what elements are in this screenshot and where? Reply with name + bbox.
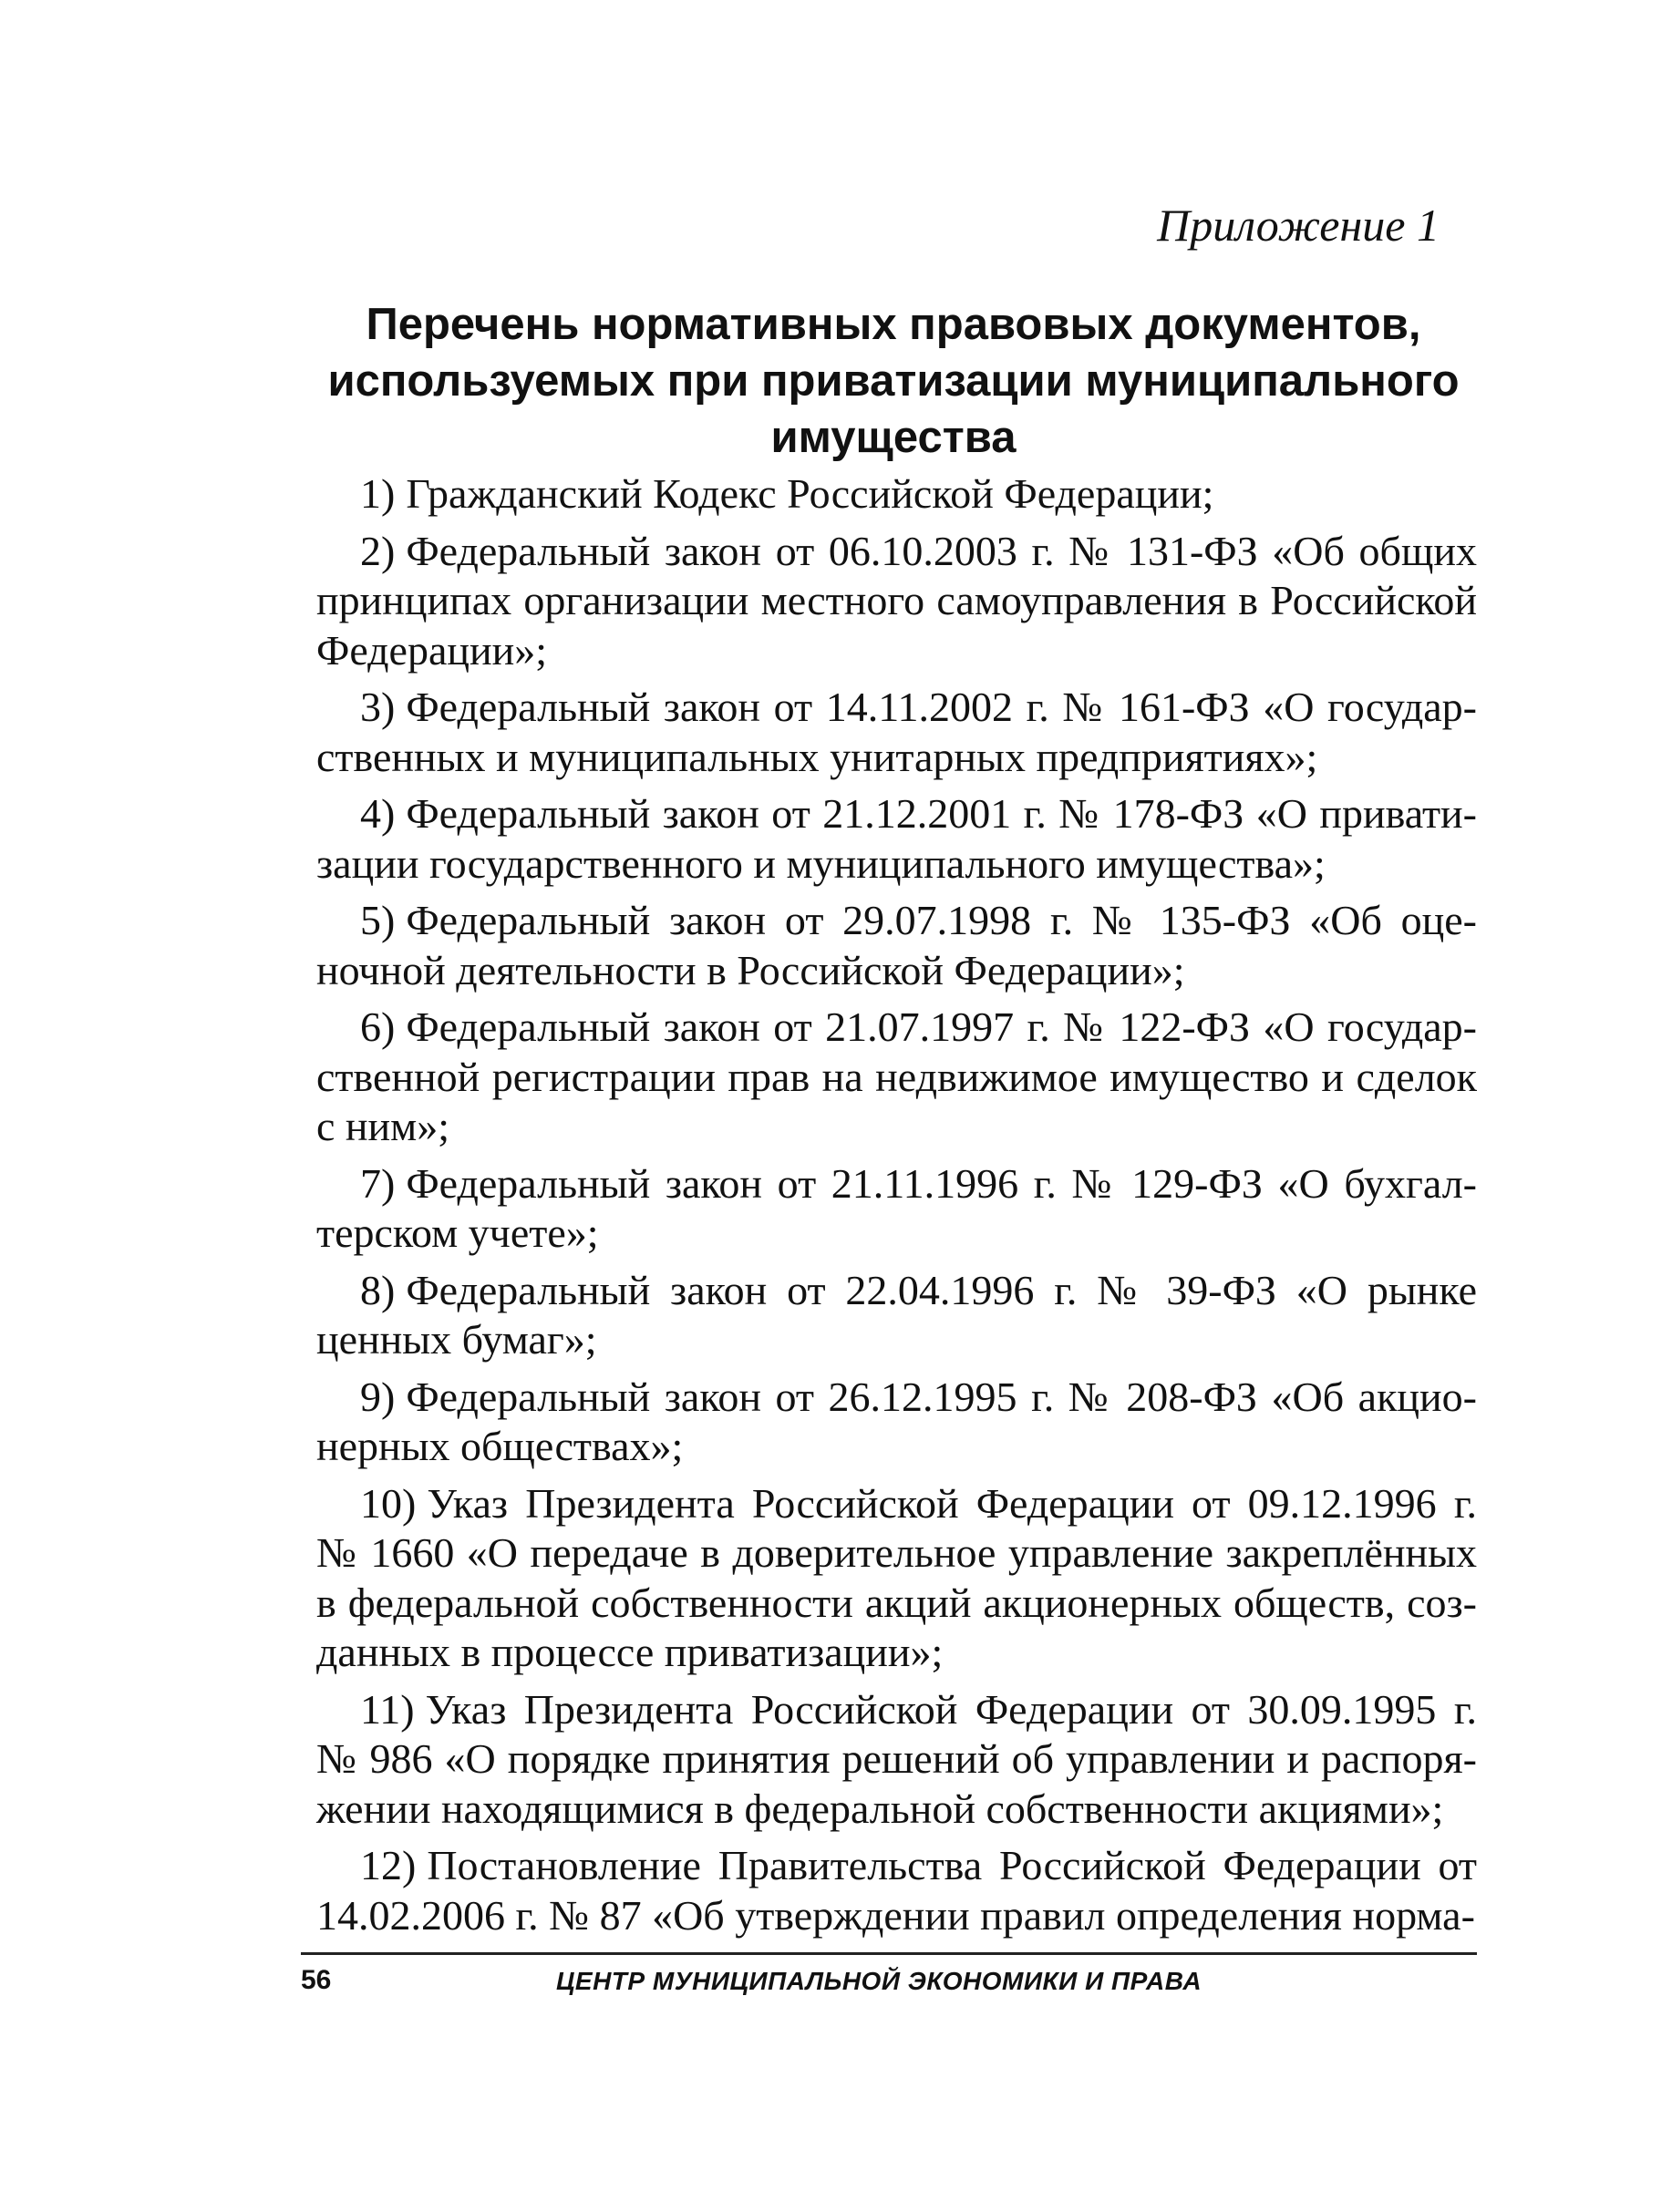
list-item-number: 11) <box>360 1685 415 1733</box>
list-item <box>316 1373 1477 1472</box>
title-line-2: используемых при приватизации муниципального <box>327 356 1460 406</box>
list-item <box>316 1003 1477 1152</box>
document-list <box>316 469 1477 1948</box>
list-item-number: 9) <box>360 1373 396 1420</box>
list-item-number: 3) <box>360 684 396 730</box>
list-item-number: 6) <box>360 1003 396 1050</box>
list-item-text: Федеральный закон от 26.12.1995 г. № 208-ФЗ «Об акционерных обществах»; <box>316 1373 1477 1469</box>
footer-divider <box>301 1952 1477 1955</box>
list-item-text: Федеральный закон от 22.04.1996 г. № 39-ФЗ «О рынке ценных бумаг»; <box>316 1266 1477 1363</box>
list-item-number: 5) <box>360 897 396 943</box>
list-item <box>316 469 1477 520</box>
list-item <box>316 896 1477 995</box>
list-item-number: 8) <box>360 1266 396 1313</box>
list-item <box>316 1479 1477 1678</box>
list-item-text: Постановление Правительства Российской Федерации от 14.02.2006 г. № 87 «Об утверждении правил определения норма- <box>316 1842 1477 1939</box>
list-item-number: 7) <box>360 1159 396 1207</box>
list-item <box>316 683 1477 782</box>
list-item-text: Федеральный закон от 06.10.2003 г. № 131-ФЗ «Об общих принципах организации местного самоуправления в Российской Федерации»; <box>316 527 1477 674</box>
list-item-text: Федеральный закон от 21.07.1997 г. № 122-ФЗ «О государственной регистрации прав на недвижимое имущество и сделок с ним»; <box>316 1003 1477 1149</box>
list-item-text: Федеральный закон от 29.07.1998 г. № 135-ФЗ «Об оценочной деятельности в Российской Федерации»; <box>316 897 1477 993</box>
list-item-text: Федеральный закон от 21.12.2001 г. № 178-ФЗ «О приватизации государственного и муниципального имущества»; <box>316 790 1477 887</box>
list-item <box>316 1266 1477 1365</box>
list-item <box>316 1159 1477 1259</box>
list-item-number: 4) <box>360 790 396 837</box>
list-item-text: Федеральный закон от 21.11.1996 г. № 129-ФЗ «О бухгалтерском учете»; <box>316 1159 1477 1256</box>
page-number: 56 <box>301 1965 332 1995</box>
list-item-text: Указ Президента Российской Федерации от 30.09.1995 г. № 986 «О порядке принятия решений об управлении и распоряжении находящимися в федеральной собственности акциями»; <box>316 1685 1477 1832</box>
title-line-1: Перечень нормативных правовых документов, <box>366 300 1421 349</box>
list-item-text: Гражданский Кодекс Российской Федерации; <box>406 470 1214 517</box>
appendix-label: Приложение 1 <box>1157 200 1440 251</box>
publisher-name: ЦЕНТР МУНИЦИПАЛЬНОЙ ЭКОНОМИКИ И ПРАВА <box>556 1967 1202 1995</box>
list-item <box>316 1685 1477 1835</box>
document-title <box>310 296 1477 466</box>
list-item-number: 2) <box>360 527 396 574</box>
list-item <box>316 527 1477 676</box>
list-item <box>316 1841 1477 1940</box>
list-item <box>316 789 1477 889</box>
list-item-text: Указ Президента Российской Федерации от 09.12.1996 г. № 1660 «О передаче в доверительное управление закреплённых в федеральной собственности акций акционерных обществ, созданных в процессе приватизации»; <box>316 1479 1477 1675</box>
title-line-3: имущества <box>770 413 1017 462</box>
list-item-number: 12) <box>360 1842 417 1888</box>
list-item-number: 10) <box>360 1479 417 1527</box>
list-item-number: 1) <box>360 470 396 517</box>
list-item-text: Федеральный закон от 14.11.2002 г. № 161-ФЗ «О государственных и муниципальных унитарных предприятиях»; <box>316 684 1477 780</box>
